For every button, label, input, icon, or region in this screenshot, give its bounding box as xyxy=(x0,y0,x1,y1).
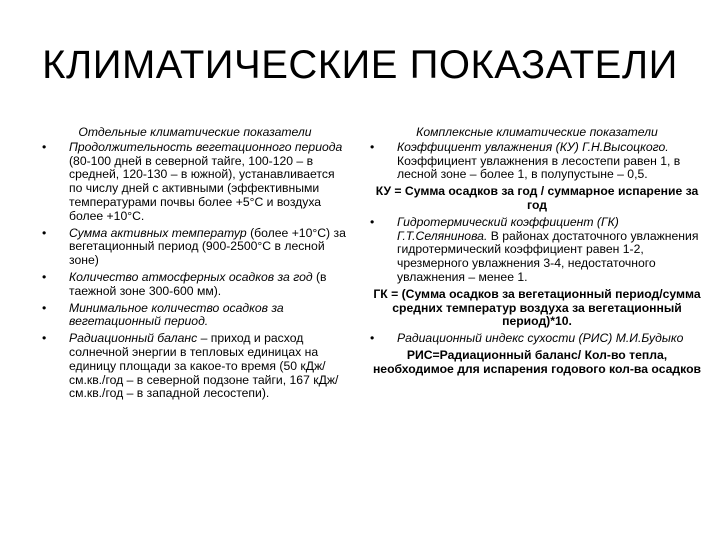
indicator-description: В районах достаточного увлажнения гидротермический коэффициент равен 1-2, чрезмерного увлажнения 3-4, недостаточного увлажнения – менее 1. xyxy=(397,228,699,284)
gk-formula: ГК = (Сумма осадков за вегетационный период/сумма средних температур воздуха за вегетационный период)*10. xyxy=(373,286,701,329)
indicator-description: (в таежной зоне 300-600 мм). xyxy=(69,269,327,298)
list-item xyxy=(42,141,348,224)
indicator-name: Радиационный баланс xyxy=(69,331,198,346)
indicator-description: (более +10°С) за вегетационный период (900-2500°С в лесной зоне) xyxy=(69,225,346,268)
list-item xyxy=(42,302,348,330)
indicator-description: (80-100 дней в северной тайге, 100-120 – в средней, 120-130 – в южной), устанавливается по числу дней с активными (эффективными температурами почвы более +5°С и воздуха более +10°С. xyxy=(69,153,335,223)
list-item xyxy=(42,227,348,268)
complex-indicators-list-2 xyxy=(370,216,704,285)
indicator-description: – приход и расход солнечной энергии в тепловых единицах на единицу площади за какое-то время (50 кДж/см.кв./год – в северной подзоне тайги, 167 кДж/см.кв./год – в западной лесостепи). xyxy=(69,331,339,401)
indicator-name: Радиационный индекс сухости (РИС) М.И.Будыко xyxy=(397,331,684,346)
indicator-name: Сумма активных температур xyxy=(69,225,247,240)
individual-indicators-list xyxy=(42,141,348,401)
ku-formula: КУ = Сумма осадков за год / суммарное испарение за год xyxy=(375,184,699,212)
left-column-heading: Отдельные климатические показатели xyxy=(78,125,312,139)
list-item xyxy=(42,271,348,299)
indicator-description: Коэффициент увлажнения в лесостепи равен 1, в лесной зоне – более 1, в полупустыне – 0,5. xyxy=(397,153,681,182)
right-column xyxy=(370,126,704,377)
slide-title: КЛИМАТИЧЕСКИЕ ПОКАЗАТЕЛИ xyxy=(42,43,678,87)
list-item xyxy=(370,332,704,346)
left-column xyxy=(42,126,348,404)
indicator-name: Минимальное количество осадков за вегетационный период. xyxy=(69,300,284,329)
indicator-name: Коэффициент увлажнения (КУ) Г.Н.Высоцкого. xyxy=(397,139,669,154)
list-item xyxy=(370,216,704,285)
complex-indicators-list-3 xyxy=(370,332,704,346)
ris-formula: РИС=Радиационный баланс/ Кол-во тепла, необходимое для испарения годового кол-ва осадков xyxy=(372,347,702,376)
indicator-name: Гидротермический коэффициент (ГК) Г.Т.Селянинова. xyxy=(397,214,619,243)
list-item xyxy=(42,332,348,401)
indicator-name: Продолжительность вегетационного периода xyxy=(69,139,343,154)
right-column-heading: Комплексные климатические показатели xyxy=(416,125,658,139)
indicator-name: Количество атмосферных осадков за год xyxy=(69,269,313,284)
list-item xyxy=(370,141,704,182)
complex-indicators-list xyxy=(370,141,704,182)
